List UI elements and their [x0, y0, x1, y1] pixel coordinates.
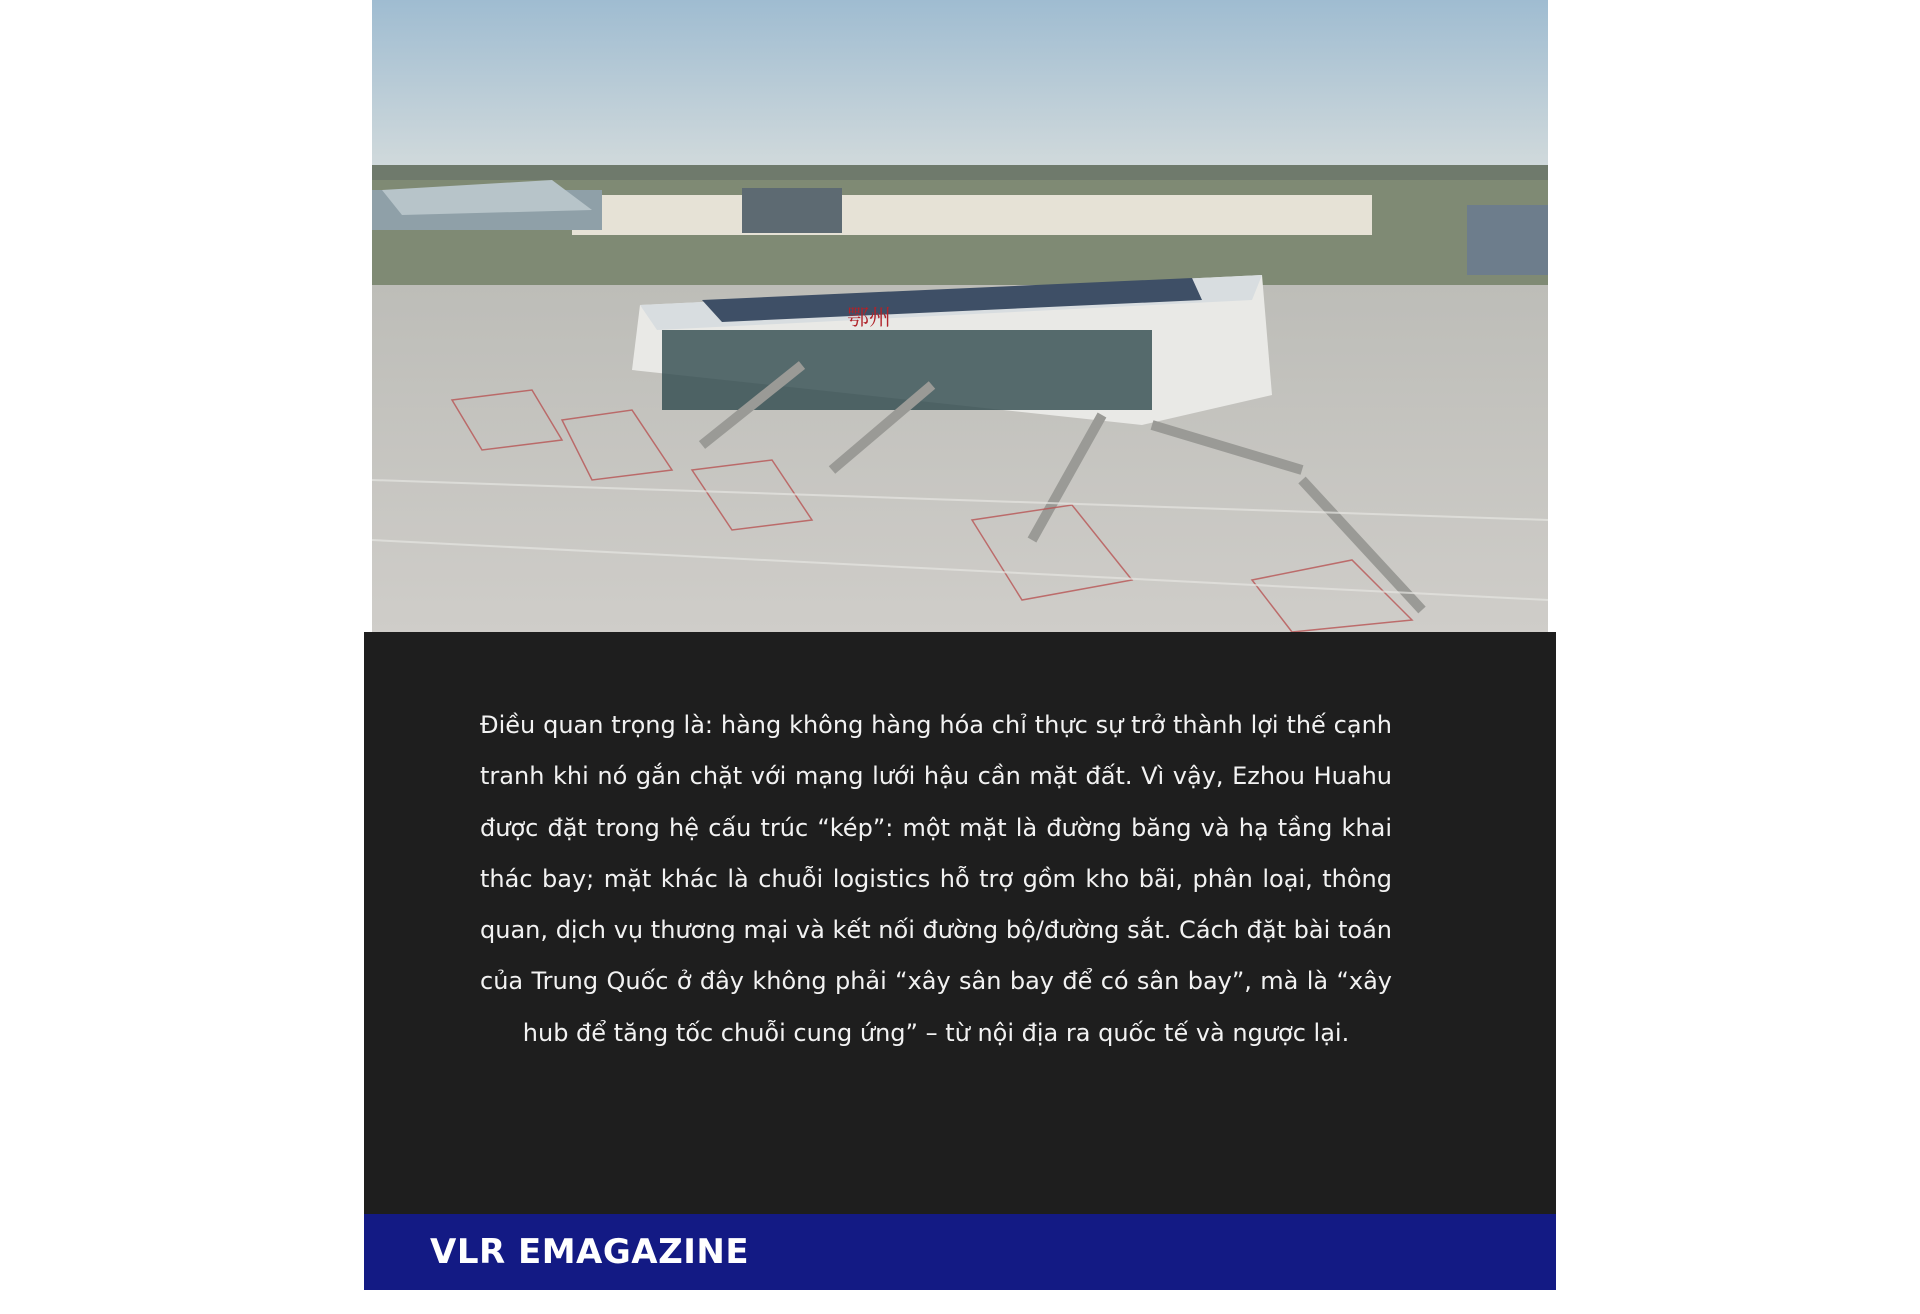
airport-aerial-photo	[372, 0, 1548, 632]
terminal-sign-text: 鄂州	[847, 306, 892, 331]
airport-illustration	[372, 0, 1548, 632]
article-paragraph: Điều quan trọng là: hàng không hàng hóa chỉ thực sự trở thành lợi thế cạnh tranh khi nó gắn chặt với mạng lưới hậu cần mặt đất. Vì vậy, Ezhou Huahu được đặt trong hệ cấu trúc “kép”: một mặt là đường băng và hạ tầng khai thác bay; mặt khác là chuỗi logistics hỗ trợ gồm kho bãi, phân loại, thông quan, dịch vụ thương mại và kết nối đường bộ/đường sắt. Cách đặt bài toán của Trung Quốc ở đây không phải “xây sân bay để có sân bay”, mà là “xây hub để tăng tốc chuỗi cung ứng” – từ nội địa ra quốc tế và ngược lại.	[480, 711, 1392, 1047]
footer-bar	[364, 1214, 1556, 1290]
brand-label[interactable]: VLR EMAGAZINE	[430, 1232, 750, 1272]
